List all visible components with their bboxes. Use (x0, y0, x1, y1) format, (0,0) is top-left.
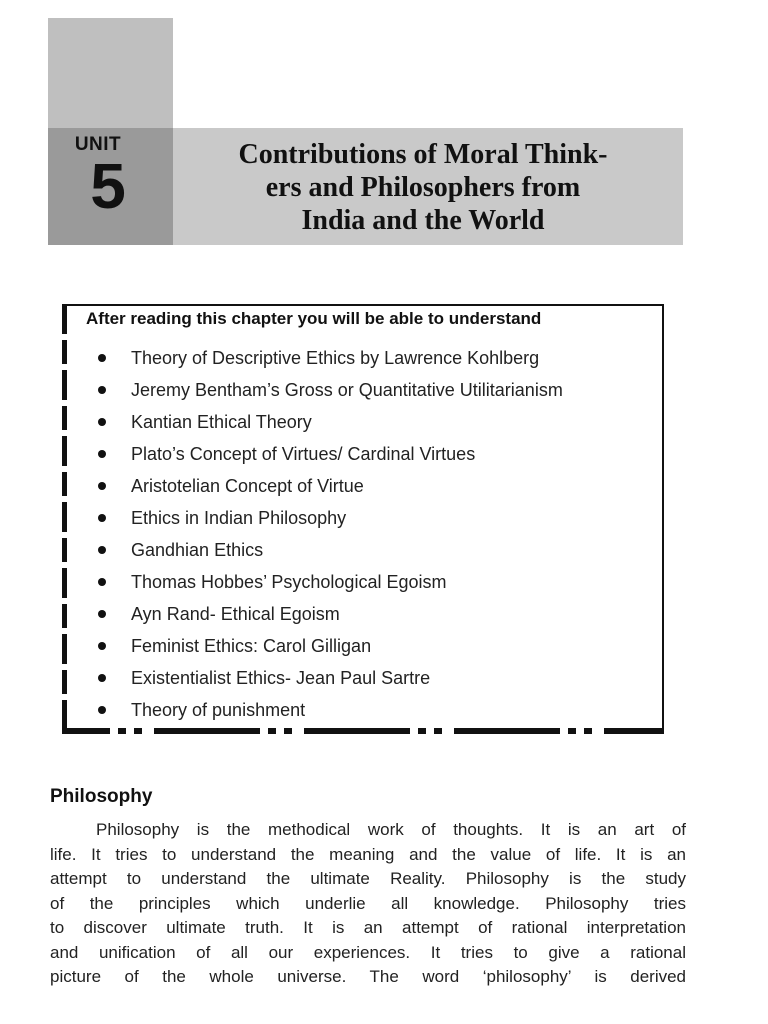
list-item (95, 534, 563, 566)
unit-tab-decoration (48, 18, 173, 128)
list-item (95, 438, 563, 470)
chapter-title-line: ers and Philosophers from (265, 172, 581, 203)
list-item (95, 502, 563, 534)
list-item-text: Thomas Hobbes’ Psychological Egoism (131, 571, 447, 592)
chapter-title-line: India and the World (301, 205, 545, 236)
objectives-heading: After reading this chapter you will be able to understand (86, 309, 542, 328)
bullet-icon (98, 450, 106, 458)
list-item-text: Theory of Descriptive Ethics by Lawrence Kohlberg (131, 347, 540, 368)
paragraph-line: Philosophy is the methodical work of thoughts. It is an art of (96, 820, 686, 839)
list-item-text: Aristotelian Concept of Virtue (131, 475, 364, 496)
bullet-icon (98, 354, 106, 362)
unit-number-box (48, 128, 173, 245)
objectives-box-bottom-border (62, 728, 664, 734)
list-item-text: Ethics in Indian Philosophy (131, 507, 347, 528)
bullet-icon (98, 418, 106, 426)
list-item-text: Plato’s Concept of Virtues/ Cardinal Virtues (131, 443, 476, 464)
bullet-icon (98, 514, 106, 522)
section-heading: Philosophy (50, 786, 153, 807)
unit-number: 5 (90, 150, 126, 222)
bullet-icon (98, 642, 106, 650)
chapter-title-box (173, 128, 683, 245)
list-item (95, 470, 563, 502)
paragraph-line: and unification of all our experiences. It tries to give a rational (50, 942, 686, 962)
bullet-icon (98, 546, 106, 554)
paragraph-line: picture of the whole universe. The word ‘philosophy’ is derived (50, 967, 686, 986)
list-item (95, 406, 563, 438)
list-item-text: Gandhian Ethics (131, 539, 264, 560)
list-item-text: Ayn Rand- Ethical Egoism (131, 603, 340, 624)
bullet-icon (98, 674, 106, 682)
objectives-box-left-border (62, 304, 67, 732)
list-item (95, 374, 563, 406)
list-item (95, 598, 563, 630)
section-paragraph (50, 818, 686, 990)
paragraph-line: to discover ultimate truth. It is an attempt of rational interpretation (50, 918, 686, 937)
paragraph-line: attempt to understand the ultimate Reality. Philosophy is the study (50, 869, 686, 888)
list-item-text: Feminist Ethics: Carol Gilligan (131, 635, 372, 656)
bullet-icon (98, 578, 106, 586)
list-item-text: Existentialist Ethics- Jean Paul Sartre (131, 667, 431, 688)
bullet-icon (98, 482, 106, 490)
list-item (95, 630, 563, 662)
bullet-icon (98, 610, 106, 618)
list-item (95, 694, 563, 726)
objectives-list (95, 342, 563, 726)
paragraph-line: life. It tries to understand the meaning and the value of life. It is an (50, 844, 686, 864)
bullet-icon (98, 386, 106, 394)
list-item-text: Kantian Ethical Theory (131, 411, 312, 432)
chapter-title-line: Contributions of Moral Think- (238, 139, 608, 170)
list-item-text: Theory of punishment (131, 699, 306, 720)
paragraph-line: of the principles which underlie all knowledge. Philosophy tries (50, 893, 686, 913)
list-item (95, 566, 563, 598)
list-item (95, 662, 563, 694)
unit-label: UNIT (74, 134, 122, 155)
list-item-text: Jeremy Bentham’s Gross or Quantitative Utilitarianism (131, 379, 563, 400)
bullet-icon (98, 706, 106, 714)
list-item (95, 342, 563, 374)
chapter-title (173, 138, 673, 237)
